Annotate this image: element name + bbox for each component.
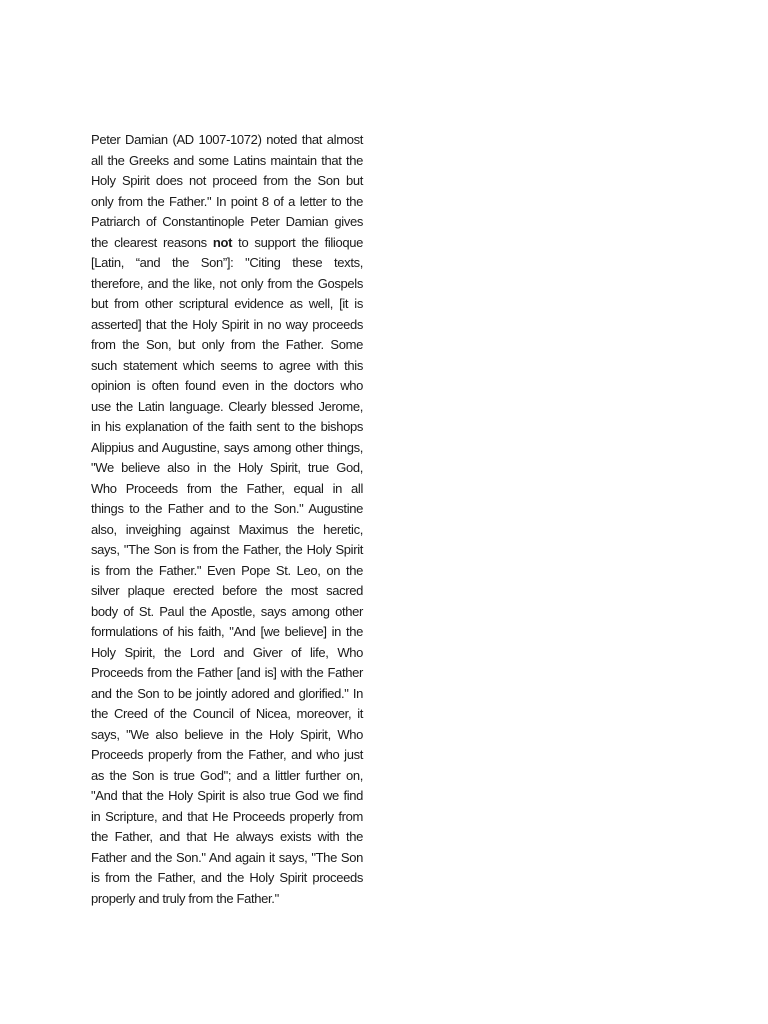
text-line-25: formulations of his faith, "And [we believe] in the (91, 624, 363, 639)
text-line-37: is from the Father, and the Holy Spirit proceeds (91, 870, 363, 885)
text-line-4: only from the Father." In point 8 of a letter to the (91, 193, 363, 209)
text-line-15: in his explanation of the faith sent to the bishops (91, 419, 363, 434)
text-line-30: says, "We also believe in the Holy Spirit, Who (91, 726, 363, 742)
text-line-34: in Scripture, and that He Proceeds properly from (91, 808, 363, 824)
text-line-31: Proceeds properly from the Father, and who just (91, 747, 363, 762)
text-line-10: asserted] that the Holy Spirit in no way proceeds (91, 316, 363, 332)
text-line-21: says, "The Son is from the Father, the Holy Spirit (91, 542, 363, 557)
text-line-11: from the Son, but only from the Father. Some (91, 337, 363, 352)
text-line-33: "And that the Holy Spirit is also true God we find (91, 788, 363, 803)
text-line-17: "We believe also in the Holy Spirit, true God, (91, 460, 363, 475)
text-line-7: [Latin, “and the Son”]: "Citing these texts, (91, 255, 363, 270)
text-line-16: Alippius and Augustine, says among other things, (91, 439, 363, 455)
text-line-5: Patriarch of Constantinople Peter Damian gives (91, 214, 363, 229)
text-line-3: Holy Spirit does not proceed from the Son but (91, 173, 363, 188)
text-line-32: as the Son is true God"; and a littler further on, (91, 767, 363, 783)
text-line-2: all the Greeks and some Latins maintain that the (91, 152, 363, 168)
emphasis-not: not (212, 234, 233, 250)
text-line-6-start: the clearest reasons (91, 234, 213, 250)
text-line-9: but from other scriptural evidence as well, [it is (91, 296, 363, 311)
text-line-12: such statement which seems to agree with this (91, 357, 363, 373)
text-line-23: silver plaque erected before the most sacred (91, 583, 363, 598)
text-line-13: opinion is often found even in the doctors who (91, 378, 363, 393)
text-line-20: also, inveighing against Maximus the heretic, (91, 521, 363, 537)
text-line-27: Proceeds from the Father [and is] with the Father (91, 665, 363, 680)
text-line-26: Holy Spirit, the Lord and Giver of life, Who (91, 644, 363, 660)
text-line-14: use the Latin language. Clearly blessed Jerome, (91, 398, 363, 414)
text-line-19: things to the Father and to the Son." Augustine (91, 501, 363, 516)
text-line-24: body of St. Paul the Apostle, says among other (91, 603, 363, 619)
text-line-36: Father and the Son." And again it says, "The Son (91, 849, 363, 865)
text-line-28: and the Son to be jointly adored and glorified." In (91, 685, 363, 701)
text-line-1: Peter Damian (AD 1007-1072) noted that almost (91, 132, 363, 147)
text-line-38: properly and truly from the Father." (91, 890, 279, 906)
text-line-6-end: to support the filioque (232, 234, 363, 250)
text-line-8: therefore, and the like, not only from the Gospels (91, 275, 363, 291)
body-text (91, 130, 363, 909)
text-line-29: the Creed of the Council of Nicea, moreover, it (91, 706, 363, 721)
text-line-18: Who Proceeds from the Father, equal in all (91, 480, 363, 496)
text-line-6 (91, 233, 363, 254)
text-line-35: the Father, and that He always exists with the (91, 829, 363, 844)
text-line-22: is from the Father." Even Pope St. Leo, on the (91, 562, 363, 578)
